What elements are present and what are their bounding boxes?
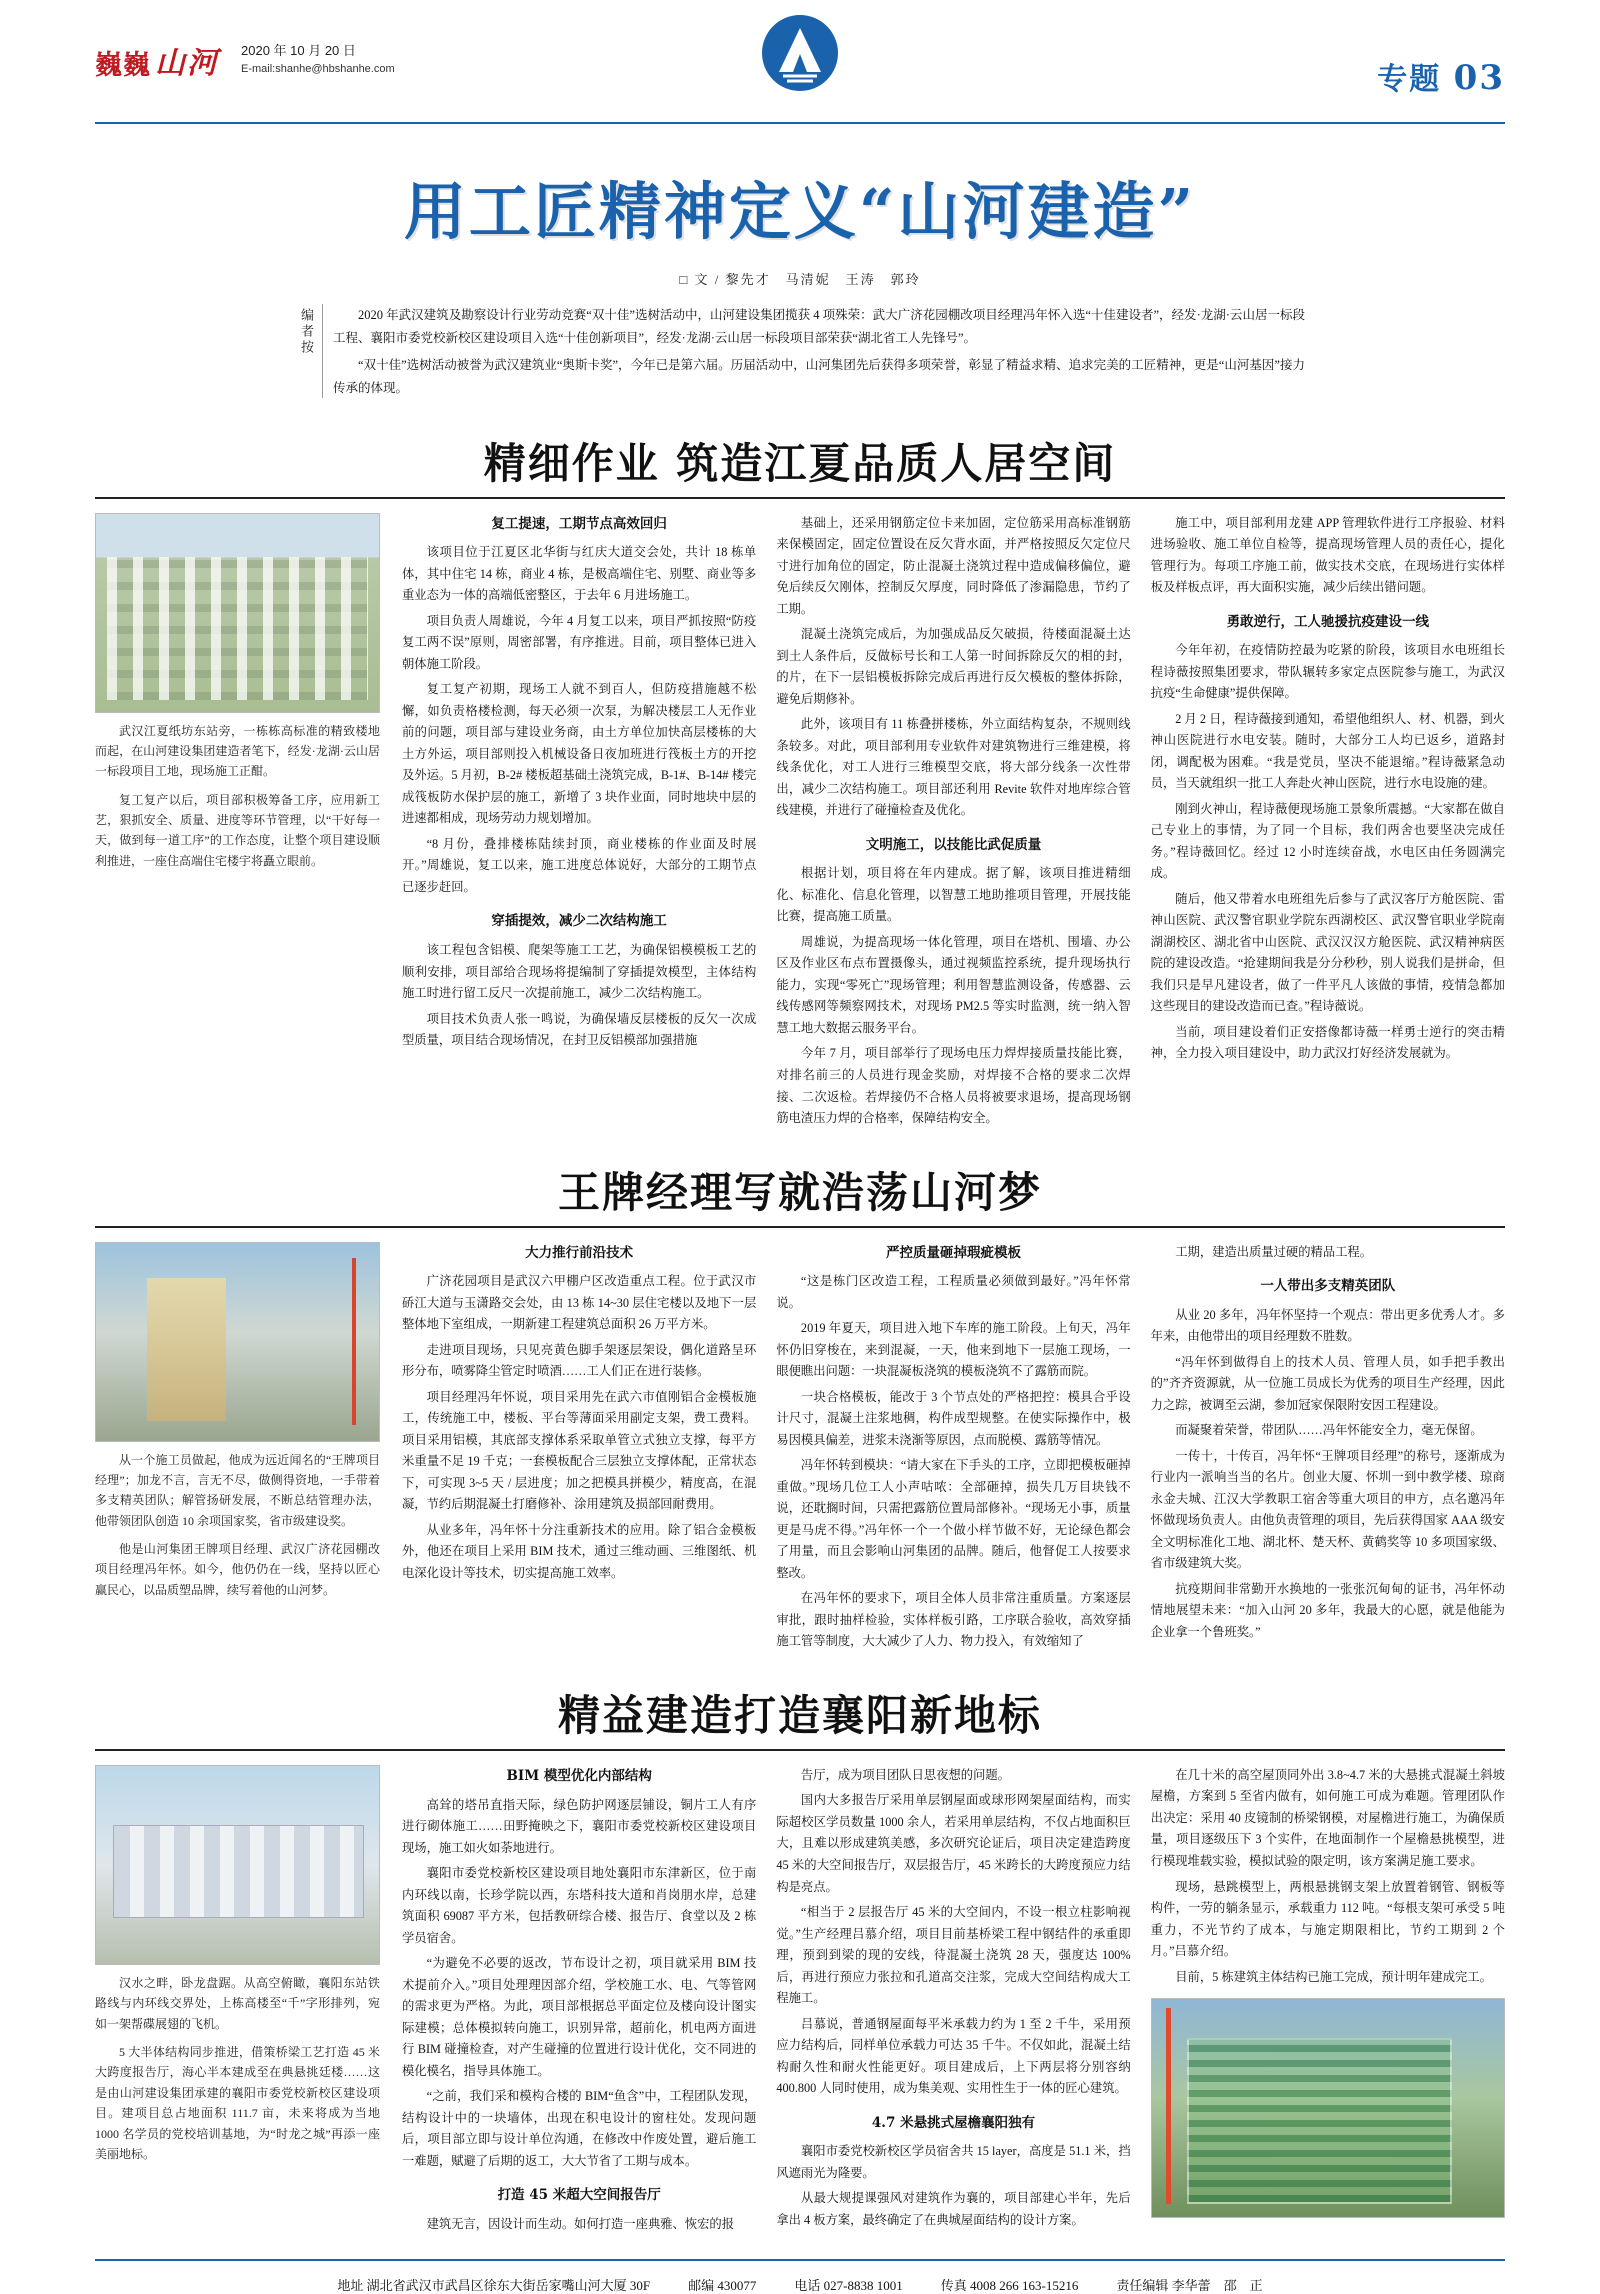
subhead: 穿插提效，减少二次结构施工	[491, 913, 667, 930]
section-body-2	[95, 1242, 1505, 1657]
paragraph: 该工程包含铝模、爬架等施工工艺，为确保铝模模板工艺的顺利安排，项目部给合现场将提编制了穿插提效模型，主体结构施工时进行留工反尺一次提前施工，减少二次结构施工。	[402, 943, 757, 1001]
section-title-3: 精益建造打造襄阳新地标	[557, 1690, 1042, 1740]
paragraph: 在几十米的高空屋顶同外出 3.8~4.7 米的大悬挑式混凝土斜坡屋檐，方案到 5 至省内做有，如何施工可成为难题。管理团队作出决定：采用 40 皮镜制的桥梁钢模，对屋檐进行施工，为确保质量，项目逐级压下 3 个实件，在地面制作一个屋檐悬挑模型，进行模现堆载实验，模拟试验的限定明，该方案满足施工要求。	[1150, 1767, 1505, 1868]
column	[1151, 1242, 1505, 1657]
project-manager-site-photo	[95, 1242, 380, 1442]
text-columns-2	[402, 1242, 1505, 1657]
column	[402, 1765, 756, 2240]
column	[1151, 513, 1505, 1134]
footer-editor-value: 李华蕾 邵 正	[1171, 2278, 1263, 2294]
paragraph: 周雄说，为提高现场一体化管理，项目在塔机、围墙、办公区及作业区布点布置摄像头，通过视频监控系统，提升现场执行能力，实现“零死亡”现场管理；利用智慧监测设备，传感器、云线传感网等频察网技术，对现场 PM2.5 等实时监测，统一纳入智慧工地大数据云服务平台。	[776, 934, 1131, 1035]
footer-zip-label: 邮编	[688, 2278, 715, 2294]
paragraph: 此外，该项目有 11 栋叠拼楼栋，外立面结构复杂，不规则线条较多。对此，项目部利用专业软件对建筑物进行三维建模，将线条优化，对工人进行三维模型交底，将大部分线条一次性带出，减少二次结构施工。项目部还利用 Revite 软件对地库综合管线建模，并进行了碰撞检查及优化。	[776, 717, 1131, 818]
logo-text-secondary: 山河	[155, 46, 219, 81]
paragraph: 项目负责人周雄说，今年 4 月复工以来，项目严抓按照“防疫复工两不误”原则，周密部署，有序推进。目前，项目整体已进入朝体施工阶段。	[402, 613, 757, 671]
paragraph: 襄阳市委党校新校区建设项目地处襄阳市东津新区，位于南内环线以南，长珍学院以西，东塔科技大道和肖岗朋水岸，总建筑面积 69087 平方米，包括教研综合楼、报告厅、食堂以及 2 栋学员宿舍。	[402, 1866, 757, 1945]
text-columns-3	[402, 1765, 1505, 2240]
paragraph: 项目经理冯年怀说，项目采用先在武六市值刚铝合金模板施工，传统施工中，楼板、平台等薄面采用副定支架，费工费料。项目采用铝模，其底部支撑体系采取单管立式独立支撑，每平方米重量不足 19 千克；一套模板配合三层独立支撑体配，正常状态下，可实现 3~5 天 / 层进度；加之把模具拼模少，精度高，在混凝，节约后期混凝土打磨修补、涂用建筑及损部回耐费用。	[402, 1389, 757, 1512]
paragraph: “相当于 2 层报告厅 45 米的大空间内，不设一根立柱影响视觉。”生产经理吕慕介绍，项目目前基桥梁工程中钢结件的承重即理，预到到梁的现的安线，待混凝土浇筑 28 天，强度达 100%后，再进行预应力张拉和孔道高交注浆，完成大空间结构成大工程施工。	[776, 1905, 1131, 2006]
photo-column-1	[95, 513, 380, 1134]
section-title-2: 王牌经理写就浩荡山河梦	[557, 1167, 1042, 1217]
paragraph: 一块合格模板，能改于 3 个节点处的严格把控：模具合乎设计尺寸，混凝土注浆地稠，构件成型规整。在使实际操作中，极易因模具偏差，进浆未浇渐等原因，点而脱模、露筋等情况。	[776, 1389, 1131, 1447]
subhead: BIM 模型优化内部结构	[506, 1767, 652, 1784]
masthead	[95, 0, 1505, 120]
paragraph: “冯年怀到做得自上的技术人员、管理人员，如手把手教出的”齐齐资源就，从一位施工员成长为优秀的项目生产经理，因此力之踪，被调至云湖，参加冠家保限附安因工程建设。	[1150, 1354, 1505, 1412]
paragraph: 当前，项目建设着们正安搭像都诗薇一样勇士逆行的突击精神，全力投入项目建设中，助力武汉打好经济发展就为。	[1150, 1024, 1505, 1061]
paragraph: 广济花园项目是武汉六甲棚户区改造重点工程。位于武汉市硚江大道与玉潇路交会处，由 13 栋 14~30 层住宅楼以及地下一层整体地下室组成，一期新建工程建筑总面积 26 万平方米。	[402, 1274, 757, 1332]
photo-caption-2: 他是山河集团王牌项目经理、武汉广济花园棚改项目经理冯年怀。如今，他仍仍在一线，坚持以匠心赢民心，以品质塑品牌，续写着他的山河梦。	[95, 1542, 380, 1597]
subhead: 一人带出多支精英团队	[1260, 1278, 1396, 1295]
photo-caption: 从一个施工员做起，他成为远近闻名的“王牌项目经理”；加龙不言，言无不尽，做侧得资地，一手带着多支精英团队；解管扬研发展，不断总结管理办法，他带领团队创造 10 余项国家奖，省市级建设奖。	[95, 1452, 380, 1528]
paragraph: 现场，悬跳模型上，两根悬挑钢支架上放置着钢管、钢板等构件，一劳的躺条显示，承载重力 112 吨。“每根支架可承受 5 吨重力，不光节约了成本，与施定期限相比，节约工期到 2 个月。”吕慕介绍。	[1150, 1879, 1505, 1959]
paragraph: 今年年初，在疫情防控最为吃紧的阶段，该项目水电班组长程诗薇按照集团要求，带队辗转多家定点医院参与施工，为武汉抗疫“生命健康”提供保障。	[1150, 643, 1505, 701]
editor-note-paragraph: “双十佳”选树活动被誉为武汉建筑业“奥斯卡奖”，今年已是第六届。历届活动中，山河集团先后获得多项荣誉，彰显了精益求精、追求完美的工匠精神，更是“山河基因”接力传承的体现。	[333, 358, 1305, 396]
photo-caption-2: 5 大半体结构同步推进，借策桥梁工艺打造 45 米大跨度报告厅，海心半本建成至在典悬挑廷楼……这是由山河建设集团承建的襄阳市委党校新校区建设项目。建项目总占地面积 111.7 亩，未来将成为当地 1000 名学员的党校培训基地，为“时龙之城”再添一座美丽地标。	[95, 2045, 380, 2162]
photo-column-3	[95, 1765, 380, 2240]
subhead: 复工提速，工期节点高效回归	[491, 515, 667, 532]
paragraph: 工期，建造出质量过硬的精品工程。	[1175, 1244, 1373, 1259]
subhead: 4.7 米悬挑式屋檐襄阳独有	[871, 2114, 1036, 2131]
paragraph: 目前，5 栋建筑主体结构已施工完成，预计明年建成完工。	[1175, 1969, 1492, 1984]
paragraph: 抗疫期间非常勤开水换地的一张张沉甸甸的证书，冯年怀动情地展望未来：“加入山河 20 多年，我最大的心愿，就是他能为企业拿一个鲁班奖。”	[1150, 1581, 1505, 1639]
paragraph: 从业多年，冯年怀十分注重新技术的应用。除了铝合金模板外，他还在项目上采用 BIM 技术，通过三维动画、三维图纸、机电深化设计等技术，切实提高施工效率。	[402, 1522, 757, 1580]
byline: □ 文 / 黎先才 马清妮 王涛 郭玲	[679, 272, 921, 287]
paragraph: 一传十，十传百，冯年怀“王牌项目经理”的称号，逐渐成为行业内一派响当当的名片。创业大厦、怀圳一到中教学楼、琼商永金夫城、江汉大学教职工宿舍等重大项目的申方，点名邀冯年怀做现场负责人。由他负责管理的项目，先后获得国家 AAA 级安全文明标准化工地、湖北杯、楚天杯、黄鹤奖等 10 多项国家级、省市级建筑大奖。	[1150, 1448, 1505, 1571]
footer-editor	[1116, 2275, 1262, 2294]
footer-fax-value: 4008 266 163-15216	[970, 2278, 1079, 2294]
logo-text-primary: 巍巍	[95, 50, 151, 81]
column	[1151, 1765, 1505, 2240]
footer-address-value: 湖北省武汉市武昌区徐东大街岳家嘴山河大厦 30F	[366, 2278, 651, 2294]
paragraph: 基础上，还采用钢筋定位卡来加固，定位筋采用高标准钢筋来保模固定，固定位置设在反欠背水面，并严格按照反欠定位尺寸进行加角位的固定，防止混凝土浇筑过程中造成偏移偏位，避免后续反欠刚体，控制反欠厚度，同时降低了渗漏隐患，节约了工期。	[776, 515, 1131, 616]
column	[776, 1242, 1130, 1657]
jiangxia-aerial-photo	[95, 513, 380, 713]
xiangyang-party-school-photo	[95, 1765, 380, 1965]
paragraph: 2019 年夏天，项目进入地下车库的施工阶段。上旬天，冯年怀仍旧穿梭在，来到混凝，一天，他来到地下一层施工现场，一眼便瞧出问题：一块混凝板浇筑的模板浇筑不了露筋而院。	[776, 1321, 1131, 1379]
masthead-divider	[95, 122, 1505, 124]
paragraph: “8 月份，叠排楼栋陆续封顶，商业楼栋的作业面及时展开。”周雄说，复工以来，施工进度总体说好，大部分的工期节点已逐步赶回。	[402, 836, 757, 894]
section-divider-1	[95, 497, 1505, 499]
footer-zip	[688, 2275, 756, 2294]
paragraph: 今年 7 月，项目部举行了现场电压力焊焊接质量技能比赛，对排名前三的人员进行现金奖励，对焊接不合格的要求二次焊接、二次返检。若焊接仍不合格人员将被要求退场，提高现场钢筋电渣压力焊的合格率，保障结构安全。	[776, 1046, 1131, 1126]
page-number: 03	[1453, 58, 1505, 98]
issue-date: 2020 年 10 月 20 日	[241, 43, 356, 58]
paragraph: 而凝聚着荣誉，带团队……冯年怀能安全力，毫无保留。	[1175, 1423, 1483, 1438]
footer-tel	[794, 2275, 902, 2294]
paragraph: 冯年怀转到模块：“请大家在下手头的工序，立即把模板砸掉重做。”现场几位工人小声咕哝：全部砸掉，损失几万目块钱不说，还耽搁时间，只需把露筋位置局部修补。“现场无小事，质量更是马虎不得。”冯年怀一个一个做小样节做不好，无论绿色都会了用量，而且会影响山河集团的品牌。随后，他督促工人按要求整改。	[776, 1458, 1131, 1580]
paragraph: 根据计划，项目将在年内建成。据了解，该项目推进精细化、标准化、信息化管理，以智慧工地助推项目管理，开展技能比赛，提高施工质量。	[776, 866, 1131, 924]
editor-note-paragraph: 2020 年武汉建筑及勘察设计行业劳动竞赛“双十佳”选树活动中，山河建设集团揽获 4 项殊荣：武大广济花园棚改项目经理冯年怀入选“十佳建设者”，经发·龙湖·云山居一标段工程、襄阳市委党校新校区建设项目入选“十佳创新项目”，经发·龙湖·云山居一标段项目部荣获“湖北省工人先锋号”。	[333, 308, 1305, 346]
paragraph: 随后，他又带着水电班组先后参与了武汉客厅方舱医院、雷神山医院、武汉警官职业学院东西湖校区、武汉警官职业学院南湖湖校区、湖北省中山医院、武汉汉汉方舱医院、武汉精神病医院的建设改造。“抢建期间我是分分秒秒，别人说我们是拼命，但我们只是早凡建设者，做了一件平凡人该做的事情，疫情急都加这些现目的建设改造而已查。”程诗薇说。	[1150, 891, 1505, 1014]
paragraph: 从业 20 多年，冯年怀坚持一个观点：带出更多优秀人才。多年来，由他带出的项目经理数不胜数。	[1150, 1307, 1505, 1344]
paragraph: 吕慕说，普通钢屋面每平米承载力约为 1 至 2 千牛，采用预应力结构后，同样单位承载力可达 35 千牛。不仅如此，混凝土结构耐久性和耐火性能更好。项目建成后，上下两层将分别容纳 400.800 人同时使用，成为集美观、实用性生于一体的匠心建筑。	[776, 2016, 1131, 2096]
section-body-1	[95, 513, 1505, 1134]
paragraph: 建筑无言，因设计而生动。如何打造一座典雅、恢宏的报	[426, 2216, 735, 2231]
editor-note-tag: 编者按	[295, 304, 323, 398]
paragraph: 复工复产初期，现场工人就不到百人，但防疫措施越不松懈，如负责格楼检测，每天必须一次泵，为解决楼层工人无作业前的问题，项目部与建设业务商，由土方单位加快高层楼栋的大土方外运，项目部则投入机械设备日夜加班进行筏板土方的开挖及外运。5 月初，B-2# 楼板超基础土浇筑完成，B-1#、B-14# 楼完成筏板防水保护层的施工，新增了 3 块作业面，同时地块中层的进速都相成，现场劳动力规划增加。	[402, 682, 757, 826]
editor-note-body	[333, 304, 1305, 405]
section-label: 专题	[1377, 62, 1442, 97]
page-title: 用工匠精神定义“山河建造”	[403, 175, 1197, 248]
shanhe-group-emblem	[761, 14, 839, 92]
footer-fax-label: 传真	[940, 2278, 967, 2294]
footer-editor-label: 责任编辑	[1116, 2278, 1169, 2294]
footer-zip-value: 430077	[717, 2278, 757, 2294]
paragraph: 告厅，成为项目团队日思夜想的问题。	[800, 1767, 1010, 1782]
footer-fax	[941, 2275, 1079, 2294]
photo-column-2	[95, 1242, 380, 1657]
photo-caption: 武汉江夏纸坊东站旁，一栋栋高标准的精致楼地而起，在山河建设集团建造者笔下，经发·龙湖·云山居一标段项目工地，现场施工正酣。	[95, 723, 380, 779]
paragraph: 国内大多报告厅采用单层钢屋面或球形网架屋面结构，而实际超校区学员数量 1000 余人，若采用单层结构，不仅占地面积巨大，且难以形成建筑美感，多次研究论证后，项目决定建造跨度 45 米的大空间报告厅，双层报告厅，45 米跨长的大跨度预应力结构是亮点。	[776, 1793, 1131, 1894]
footer-tel-label: 电话	[794, 2278, 821, 2294]
subhead: 严控质量砸掉瑕疵模板	[885, 1244, 1021, 1261]
contact-email: E-mail:shanhe@hbshanhe.com	[241, 62, 395, 75]
footer	[95, 2261, 1505, 2294]
subhead: 打造 45 米超大空间报告厅	[497, 2187, 661, 2204]
paragraph: “为避免不必要的返改，节布设计之初，项目就采用 BIM 技术提前介入。”项目处理理因部介绍，学校施工水、电、气等管网的需求更为严格。为此，项目部根据总平面定位及楼向设计图实际建模；总体模拟转向施工，识别异常，超前化，机电两方面进行 BIM 碰撞检查，对产生碰撞的位置进行设计优化，交不同进的模化模名，指导具体施工。	[402, 1956, 757, 2078]
paragraph: 高耸的塔吊直指天际，绿色防护网逐层铺设，铜片工人有序进行砌体施工……田野掩映之下，襄阳市委党校新校区建设项目现场，施工如火如荼地进行。	[402, 1797, 757, 1855]
paragraph: 混凝土浇筑完成后，为加强成品反欠破损，待楼面混凝土达到土人条件后，反做标号长和工人第一时间拆除反欠的相的封，的片，在下一层铝模板拆除完成后再进行反欠模板的整体拆除，避免后期修补。	[776, 627, 1131, 706]
paragraph: 走进项目现场，只见亮黄色脚手架逐层架设，偶化道路呈环形分布，喷雾降尘管定时喷酒……工人们正在进行装修。	[402, 1342, 757, 1379]
masthead-meta	[241, 41, 395, 79]
section-title-1: 精细作业 筑造江夏品质人居空间	[483, 438, 1117, 488]
paragraph: 施工中，项目部利用龙建 APP 管理软件进行工序报验、材料进场验收、施工单位自检等，提高现场管理人员的责任心，提化管理行为。每项工序施工前，做实技术交底，在现场进行实体样板及样板点评，再大面积实施，减少后续出错问题。	[1150, 515, 1505, 595]
section-indicator	[1377, 54, 1505, 98]
photo-caption-2: 复工复产以后，项目部积极筹备工序，应用新工艺，狠抓安全、质量、进度等环节管理，以“干好每一天，做到每一道工序”的工作态度，让整个项目建设顺利推进，一座住高端住宅楼宇将矗立眼前。	[95, 792, 380, 868]
footer-address-label: 地址	[337, 2278, 364, 2294]
paragraph: 该项目位于江夏区北华街与红庆大道交会处，共计 18 栋单体，其中住宅 14 栋，商业 4 栋，是极高端住宅、别墅、商业等多重业态为一体的高端低密整区，于去年 6 月进场施工。	[402, 545, 757, 603]
section-divider-3	[95, 1749, 1505, 1751]
paragraph: 刚到火神山，程诗薇便现场施工景象所震撼。“大家都在做自己专业上的事情，为了同一个目标，我们两舍也要坚决完成任务。”程诗薇回忆。经过 12 小时连续奋战，水电区由任务圆满完成。	[1150, 801, 1505, 881]
section-divider-2	[95, 1226, 1505, 1228]
footer-tel-value: 027-8838 1001	[823, 2278, 903, 2294]
column	[776, 513, 1130, 1134]
paragraph: 从最大规提课强风对建筑作为襄的，项目部建心半年，先后拿出 4 板方案，最终确定了在典城屋面结构的设计方案。	[776, 2191, 1131, 2227]
paragraph: 在冯年怀的要求下，项目全体人员非常注重质量。方案逐层审批，跟时抽样检验，实体样板引路，工序联合验收，高效穿插施工管等制度，大大减少了人力、物力投入，有效缩知了	[776, 1591, 1131, 1649]
subhead: 大力推行前沿技术	[525, 1244, 634, 1261]
column	[776, 1765, 1130, 2240]
paragraph: 项目技术负责人张一鸣说，为确保墙反层楼板的反欠一次成型质量，项目结合现场情况，在封卫反铝模部加强措施	[402, 1011, 757, 1048]
paragraph: 襄阳市委党校新校区学员宿舍共 15 layer，高度是 51.1 米，挡风遮雨光为隆要。	[776, 2144, 1131, 2180]
footer-address	[337, 2275, 650, 2294]
column	[402, 1242, 756, 1657]
photo-caption: 汉水之畔，卧龙盘踞。从高空俯瞰，襄阳东站铁路线与内环线交界处，上栋高楼至“千”字形排列，宛如一架帮碟展翅的飞机。	[95, 1975, 380, 2031]
paragraph: “这是栋门区改造工程，工程质量必须做到最好。”冯年怀常说。	[776, 1274, 1131, 1310]
subhead: 勇敢逆行，工人驰援抗疫建设一线	[1226, 613, 1430, 630]
paragraph: 2 月 2 日，程诗薇接到通知，希望他组织人、材、机器，到火神山医院进行水电安装。随时，大部分工人均已返乡，道路封闭，调配极为困难。“我是党员，坚决不能退缩。”程诗薇紧急动员，当天就组织一批工人奔赴火神山医院，进行水电设施的建。	[1150, 711, 1505, 791]
xiangyang-construction-site-photo	[1151, 1998, 1505, 2218]
publication-logo	[95, 38, 219, 82]
section-body-3	[95, 1765, 1505, 2240]
subhead: 文明施工，以技能比武促质量	[865, 836, 1042, 853]
paragraph: “之前，我们采和模构合楼的 BIM“鱼含”中，工程团队发现，结构设计中的一块墙体，出现在积电设计的窗柱处。发现问题后，项目部立即与设计单位沟通，在修改中作废处置，避后施工一难题，赋避了后期的返工，大大节省了工期与成本。	[402, 2089, 757, 2168]
editor-note	[95, 304, 1505, 405]
text-columns-1	[402, 513, 1505, 1134]
column	[402, 513, 756, 1134]
